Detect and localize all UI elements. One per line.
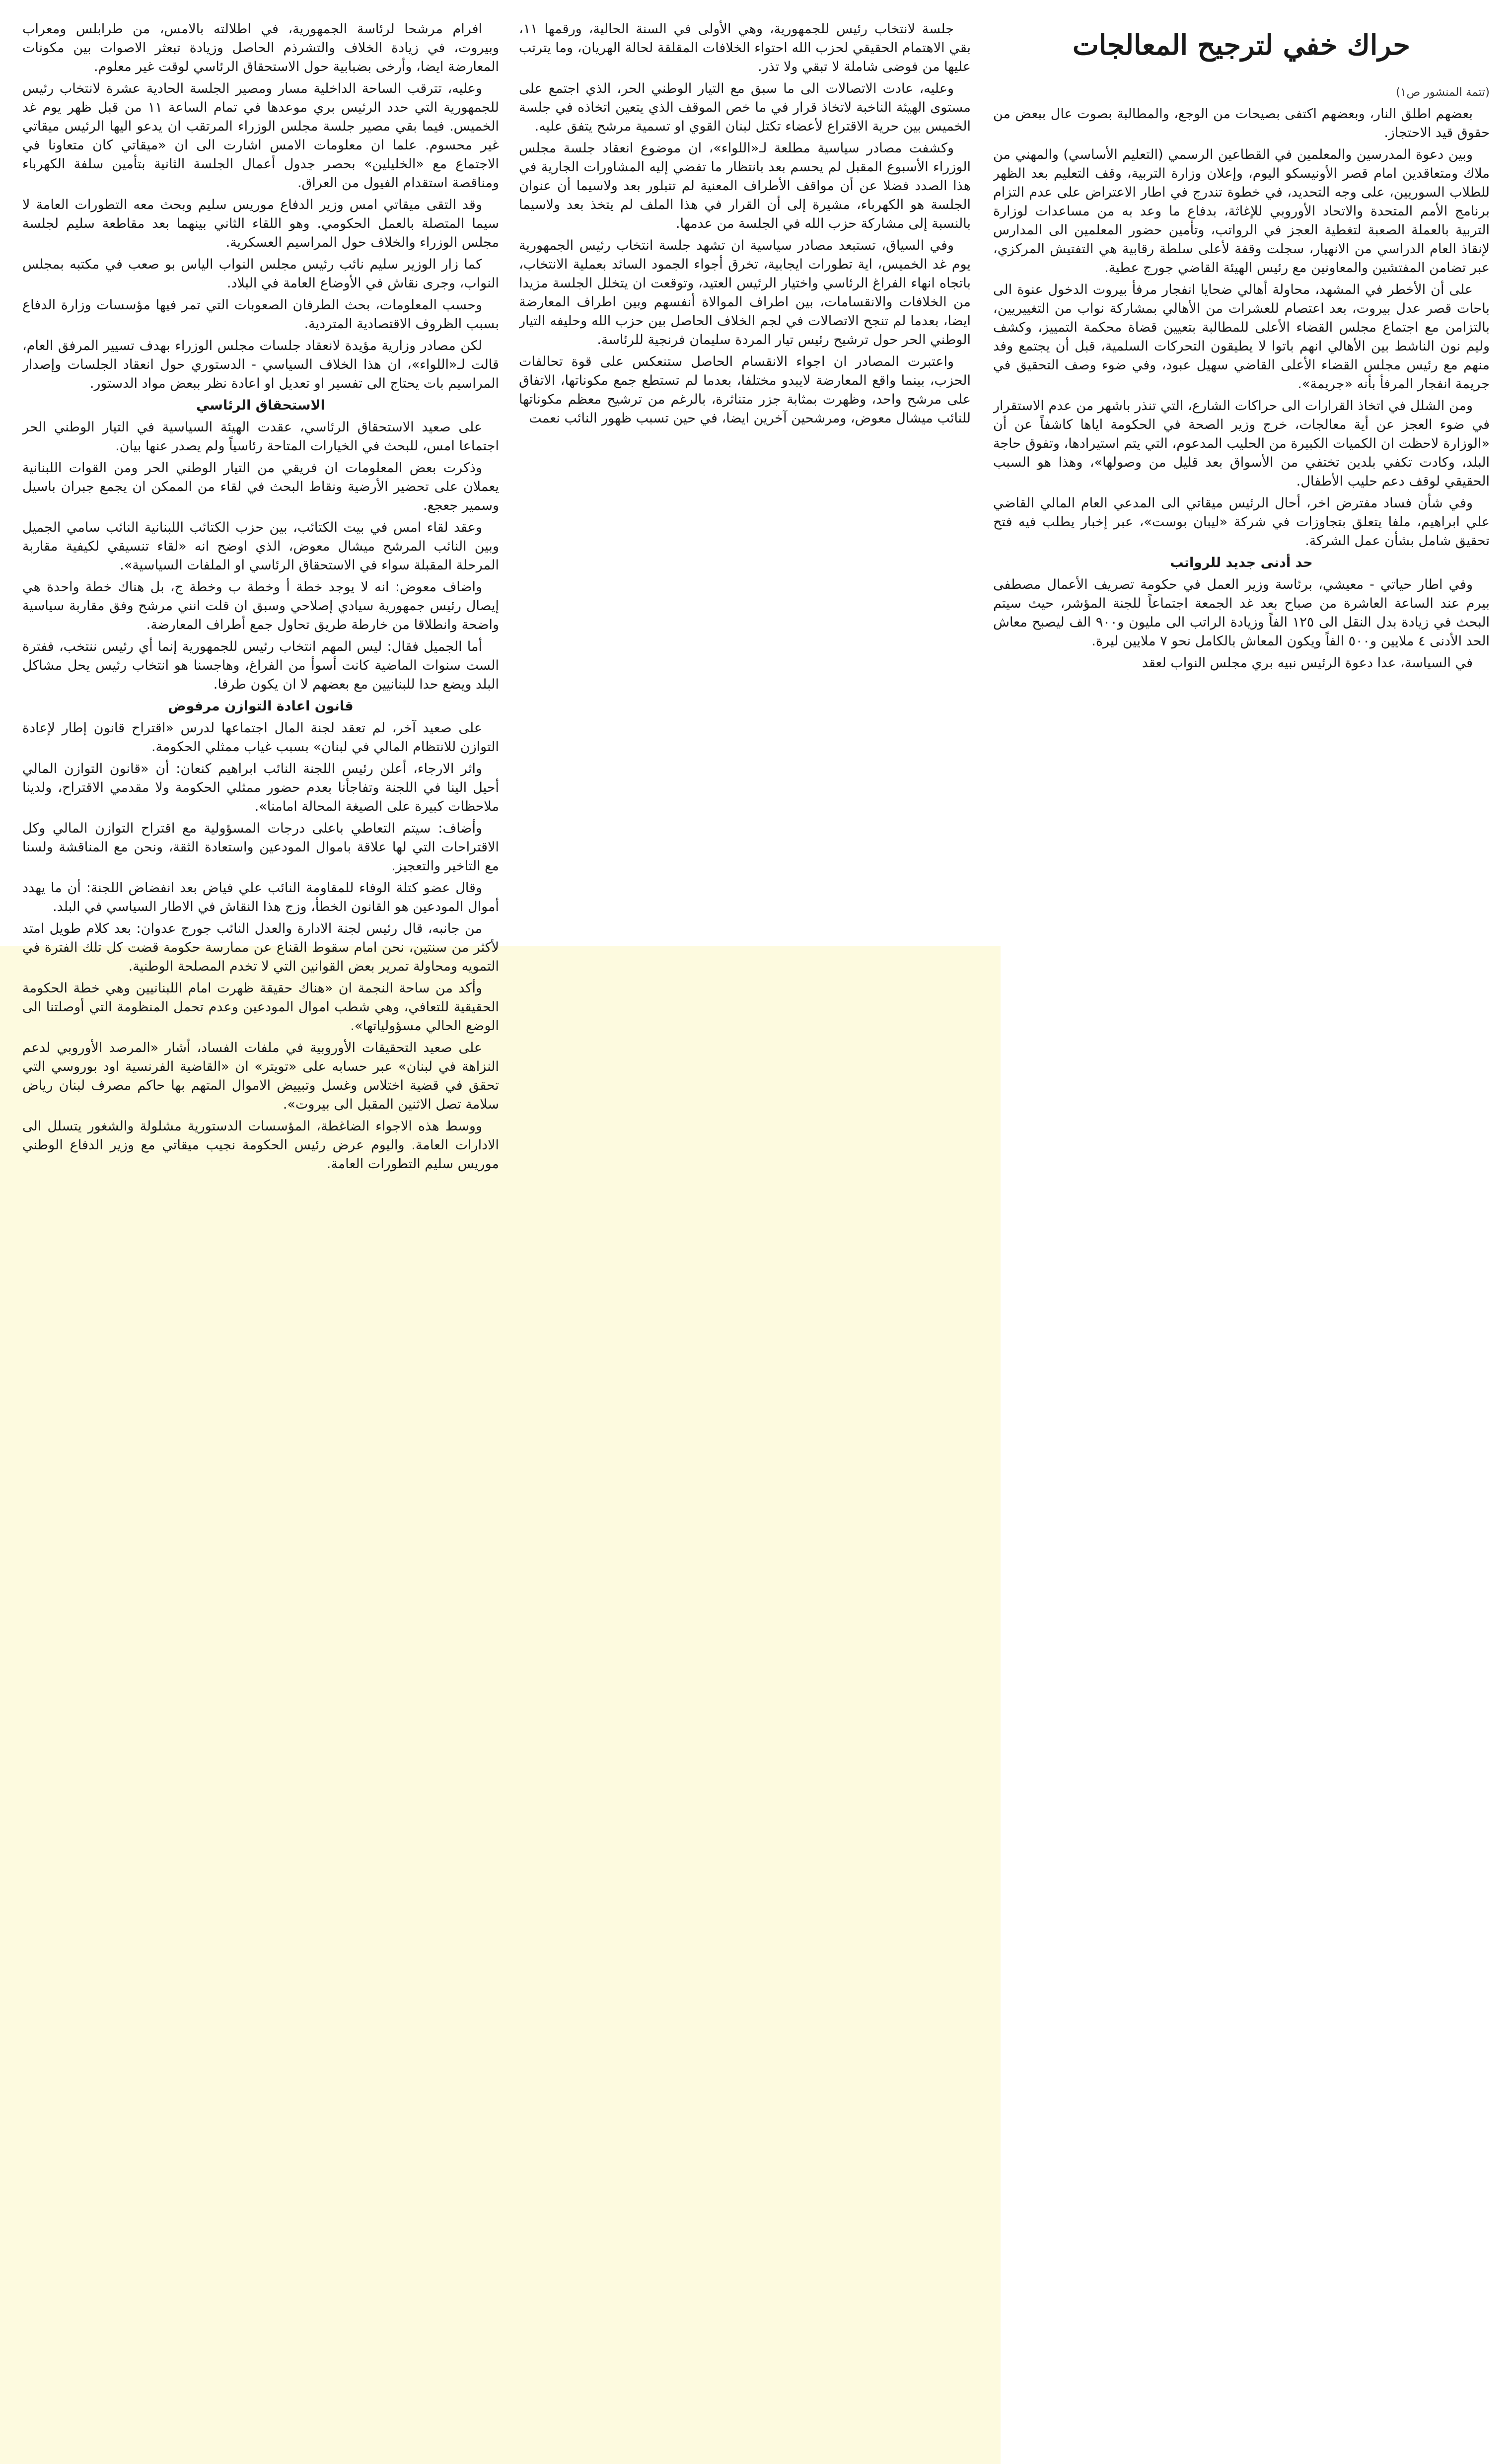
column-1 <box>993 20 1490 953</box>
paragraph: بعضهم اطلق النار، وبعضهم اكتفى بصيحات من الوجع، والمطالبة بصوت عال ببعض من حقوق قيد الاحتجاز. <box>993 106 1490 141</box>
paragraph: كما زار الوزير سليم نائب رئيس مجلس النواب الياس بو صعب في مكتبه بمجلس النواب، وجرى نقاش في الأوضاع العامة في البلاد. <box>22 257 499 291</box>
paragraph: واضاف معوض: انه لا يوجد خطة أ وخطة ب وخطة ج، بل هناك خطة واحدة هي إيصال رئيس جمهورية سيادي إصلاحي وسبق ان قلت انني مرشح وفق مقاربة سياسية واضحة وانطلاقا من خارطة طريق تحاول جمع أطراف المعارضة. <box>22 579 499 633</box>
paragraph: وعليه، تترقب الساحة الداخلية مسار ومصير الجلسة الحادية عشرة لانتخاب رئيس للجمهورية التي حدد الرئيس بري موعدها في تمام الساعة ١١ من قبل ظهر يوم غد الخميس. فيما بقي مصير جلسة مجلس الوزراء المرتقب ان يدعو اليها الرئيس ميقاتي غير محسوم. علما ان معلومات الامس اشارت الى ان «ميقاتي كان متعاونا في الاجتماع مع «الخليلين» بحصر جدول أعمال الجلسة الثانية بتأمين سلفة الكهرباء ومناقصة استقدام الفيول من العراق. <box>22 81 499 191</box>
paragraph: ووسط هذه الاجواء الضاغطة، المؤسسات الدستورية مشلولة والشغور يتسلل الى الادارات العامة. واليوم عرض رئيس الحكومة نجيب ميقاتي مع وزير الدفاع الوطني موريس سليم التطورات العامة. <box>22 1119 499 1172</box>
column-2 <box>519 20 971 953</box>
paragraph: وعليه، عادت الاتصالات الى ما سبق مع التيار الوطني الحر، الذي اجتمع على مستوى الهيئة الناخبة لاتخاذ قرار في ما خص الموقف الذي يتعين اتخاذه في جلسة الخميس بين حرية الاقتراع لأعضاء تكتل لبنان القوي او تسمية مرشح يتفق عليه. <box>519 81 971 134</box>
headline: حراك خفي لترجيح المعالجات <box>1073 29 1410 62</box>
subheading: الاستحقاق الرئاسي <box>196 398 325 413</box>
paragraph: لكن مصادر وزارية مؤيدة لانعقاد جلسات مجلس الوزراء بهدف تسيير المرفق العام، قالت لـ«اللواء»، ان هذا الخلاف السياسي - الدستوري حول انعقاد الجلسات وإصدار المراسيم بات يحتاج الى تفسير او تعديل او اعادة نظر ببعض مواد الدستور. <box>22 338 499 391</box>
paragraph: وأكد من ساحة النجمة ان «هناك حقيقة ظهرت امام اللبنانيين وهي خطة الحكومة الحقيقية للتعافي، وهي شطب اموال المودعين وعدم تحمل المنظومة التي أوصلتنا الى الوضع الحالي مسؤولياتها». <box>22 981 499 1034</box>
paragraph: وقد التقى ميقاتي امس وزير الدفاع موريس سليم وبحث معه التطورات العامة لا سيما المتصلة بالعمل الحكومي. وهو اللقاء الثاني بينهما بعد مقاطعة سليم لجلسة مجلس الوزراء والخلاف حول المراسيم العسكرية. <box>22 197 499 250</box>
paragraph: واعتبرت المصادر ان اجواء الانقسام الحاصل ستنعكس على قوة تحالفات الحزب، بينما واقع المعارضة لايبدو مختلفا، بعدما لم تستطع جمع مكوناتها، الاتفاق على مرشح واحد، وظهرت بمثابة جزر متناثرة، بالرغم من ترشيح معظم مكوناتها للنائب ميشال معوض، ومرشحين آخرين ايضا، في حين تسبب ظهور النائب نعمت <box>519 354 971 426</box>
paragraph: افرام مرشحا لرئاسة الجمهورية، في اطلالته بالامس، من طرابلس ومعراب وبيروت، في زيادة الخلاف والتشرذم الحاصل وزيادة تبعثر الاصوات بين مكونات المعارضة ايضا، وأرخى بضبابية حول الاستحقاق الرئاسي لوقت غير معلوم. <box>22 21 499 74</box>
paragraph: وفي السياق، تستبعد مصادر سياسية ان تشهد جلسة انتخاب رئيس الجمهورية يوم غد الخميس، اية تطورات ايجابية، تخرق أجواء الجمود السائد بعملية الانتخاب، باتجاه انهاء الفراغ الرئاسي واختيار الرئيس العتيد، وتوقعت ان يتخلل الجلسة مزيدا من الخلافات والانقسامات، بين اطراف الموالاة أنفسهم وبين اطراف المعارضة ايضا، بعدما لم تنجح الاتصالات في لجم الخلاف الحاصل بين حزب الله وحليفه التيار الوطني الحر حول ترشيح رئيس تيار المردة سليمان فرنجية للرئاسة. <box>519 238 971 348</box>
column-3 <box>22 20 499 2453</box>
paragraph: وفي اطار حياتي - معيشي، برئاسة وزير العمل في حكومة تصريف الأعمال مصطفى بيرم عند الساعة العاشرة من صباح بعد غد الجمعة اجتماعاً للجنة المؤشر، حيث سيتم البحث في زيادة بدل النقل الى ١٢٥ الفاً وزيادة الراتب الى مليون و٩٠٠ الف ليصبح معاش الحد الأدنى ٤ ملايين و٥٠٠ الفاً ويكون المعاش بالكامل نحو ٧ ملايين ليرة. <box>993 577 1490 649</box>
subheading: قانون اعادة التوازن مرفوض <box>168 699 354 714</box>
paragraph: وحسب المعلومات، بحث الطرفان الصعوبات التي تمر فيها مؤسسات وزارة الدفاع بسبب الظروف الاقتصادية المتردية. <box>22 297 499 332</box>
paragraph: على صعيد التحقيقات الأوروبية في ملفات الفساد، أشار «المرصد الأوروبي لدعم النزاهة في لبنان» عبر حسابه على «تويتر» ان «القاضية الفرنسية اود بوروسي التي تحقق في قضية اختلاس وغسل وتبييض الاموال المتهم بها حاكم مصرف لبنان رياض سلامة تصل الاثنين المقبل الى بيروت». <box>22 1040 499 1112</box>
paragraph: وبين دعوة المدرسين والمعلمين في القطاعين الرسمي (التعليم الأساسي) والمهني من ملاك ومتعاقدين امام قصر الأونيسكو اليوم، وإعلان وزارة التربية، وقف التعليم بعد الظهر للطلاب السوريين، على وجه التحديد، في خطوة تندرج في اطار الاعتراض على عدم التزام برنامج الأمم المتحدة والاتحاد الأوروبي للإغاثة، بدفاع ما وعد به من مساعدات لوزارة التربية بالعملة الصعبة لتغطية العجز في الرواتب، وتأمين حضور المعلمين الى المدارس لإنقاذ العام الدراسي من الانهيار، سجلت وقفة لأعلى سلطة رقابية هي التفتيش المركزي، عبر تضامن المفتشين والمعاونين مع رئيس الهيئة القاضي جورج عطية. <box>993 147 1490 276</box>
continued-note: (تتمة المنشور ص١) <box>1396 86 1490 99</box>
paragraph: من جانبه، قال رئيس لجنة الادارة والعدل النائب جورج عدوان: بعد كلام طويل امتد لأكثر من سنتين، نحن امام سقوط القناع عن ممارسة حكومة قضت كل تلك الفترة في التمويه ومحاولة تمرير بعض القوانين التي لا تخدم المصلحة الوطنية. <box>22 921 499 974</box>
paragraph: وعقد لقاء امس في بيت الكتائب، بين حزب الكتائب اللبنانية النائب سامي الجميل وبين النائب المرشح ميشال معوض، الذي اوضح انه «لقاء تنسيقي لكيفية مقاربة المرحلة المقبلة سواء في الاستحقاق الرئاسي او الملفات السياسية». <box>22 520 499 573</box>
paragraph: على صعيد آخر، لم تعقد لجنة المال اجتماعها لدرس «اقتراح قانون إطار لإعادة التوازن للانتظام المالي في لبنان» بسبب غياب ممثلي الحكومة. <box>22 720 499 755</box>
paragraph: وقال عضو كتلة الوفاء للمقاومة النائب علي فياض بعد انفضاض اللجنة: أن ما يهدد أموال المودعين هو القانون الخطأ، وزج هذا النقاش في الاطار السياسي في البلد. <box>22 880 499 915</box>
paragraph: في السياسة، عدا دعوة الرئيس نبيه بري مجلس النواب لعقد <box>1142 655 1473 671</box>
paragraph: وأضاف: سيتم التعاطي باعلى درجات المسؤولية مع اقتراح التوازن المالي وكل الاقتراحات التي لها علاقة باموال المودعين واستعادة الثقة، ونحن مع المناقشة ولسنا مع التاخير والتعجيز. <box>22 821 499 874</box>
paragraph: ومن الشلل في اتخاذ القرارات الى حراكات الشارع، التي تنذر باشهر من عدم الاستقرار في ضوء العجز عن أية معالجات، خرج وزير الصحة في الحكومة اياها كاشفاً عن أن «الوزارة لاحظت ان الكميات الكبيرة من الحليب المدعوم، التي يتم استيرادها، وتفوق حاجة البلد، وكادت تكفي بلدين تختفي من الأسواق بعد قليل من وصولها»، وهذا هو السبب الحقيقي لوقف دعم حليب الأطفال. <box>993 398 1490 489</box>
paragraph: على صعيد الاستحقاق الرئاسي، عقدت الهيئة السياسية في التيار الوطني الحر اجتماعا امس، للبحث في الخيارات المتاحة رئاسياً ولم يصدر عنها بيان. <box>22 420 499 454</box>
subheading: حد أدنى جديد للرواتب <box>1170 555 1313 570</box>
paragraph: واثر الارجاء، أعلن رئيس اللجنة النائب ابراهيم كنعان: أن «قانون التوازن المالي أحيل الينا في اللجنة وتفاجأنا بعدم حضور ممثلي الحكومة ولا مقدمي الاقتراح، ولدينا ملاحظات كبيرة على الصيغة المحالة امامنا». <box>22 761 499 814</box>
paragraph: أما الجميل فقال: ليس المهم انتخاب رئيس للجمهورية إنما أي رئيس ننتخب، ففترة الست سنوات الماضية كانت أسوأ من الفراغ، وهاجسنا هو انتخاب رئيس يحل مشاكل البلد ويضع حدا للبنانيين مع بعضهم لا ان يكون طرفا. <box>22 639 499 692</box>
paragraph: وذكرت بعض المعلومات ان فريقي من التيار الوطني الحر ومن القوات اللبنانية يعملان على تحضير الأرضية ونقاط البحث في لقاء من الممكن ان يجمع جبران باسيل وسمير جعجع. <box>22 460 499 513</box>
paragraph: جلسة لانتخاب رئيس للجمهورية، وهي الأولى في السنة الحالية، ورقمها ١١، بقي الاهتمام الحقيقي لحزب الله احتواء الخلافات المقلقة لحالة الهريان، وما يترتب عليها من فوضى شاملة لا تبقي ولا تذر. <box>519 21 971 74</box>
paragraph: وفي شأن فساد مفترض اخر، أحال الرئيس ميقاتي الى المدعي العام المالي القاضي علي ابراهيم، ملفا يتعلق بتجاوزات في شركة «ليبان بوست»، عبر إخبار يطلب فيه فتح تحقيق شامل بشأن عمل الشركة. <box>993 495 1490 549</box>
paragraph: وكشفت مصادر سياسية مطلعة لـ«اللواء»، ان موضوع انعقاد جلسة مجلس الوزراء الأسبوع المقبل لم يحسم بعد بانتظار ما تفضي إليه المشاورات الجارية في هذا الصدد فضلا عن أن مواقف الأطراف المعنية لم تتبلور بعد ولاسيما أن عنوان الجلسة هو الكهرباء، مشيرة إلى أن القرار في هذا الملف لم يتخذ بعد ولاسيما بالنسبة إلى مشاركة حزب الله في الجلسة من عدمها. <box>519 141 971 231</box>
paragraph: على أن الأخطر في المشهد، محاولة أهالي ضحايا انفجار مرفأ بيروت الدخول عنوة الى باحات قصر عدل بيروت، بعد اعتصام للعشرات من الأهالي بمشاركة نواب من التغييريين، بالتزامن مع اجتماع مجلس القضاء الأعلى للمطالبة بتعيين قضاة محكمة التمييز، وكشف وليم نون الناشط بين الأهالي انهم باتوا لا يطيقون التحركات السلمية، قبل أن يجتمع وفد منهم مع رئيس مجلس القضاء الأعلى القاضي سهيل عبود، وفي ضوء وصف التحقيق في جريمة انفجار المرفأ بأنه «جريمة». <box>993 282 1490 392</box>
